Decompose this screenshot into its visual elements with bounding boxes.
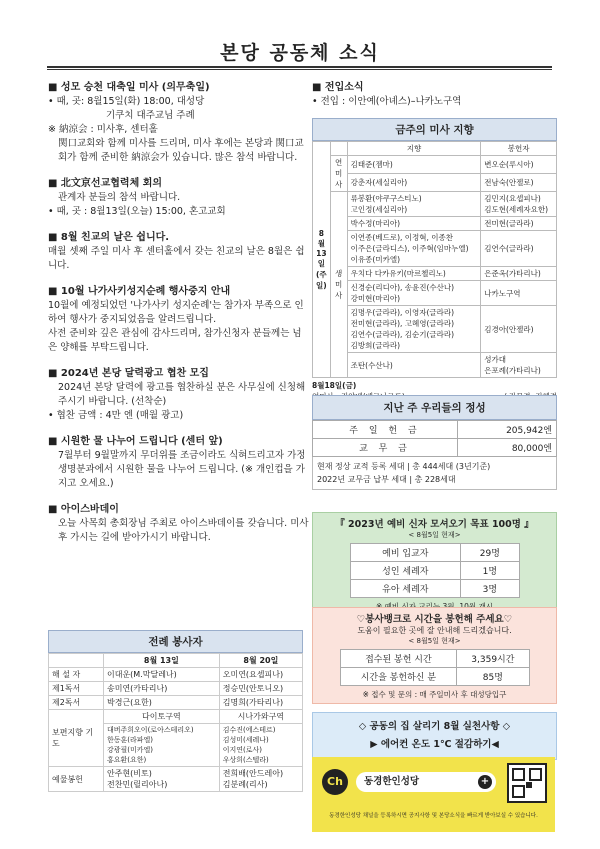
service-label: 접수된 봉헌 시간 — [340, 650, 457, 668]
service-value: 85명 — [457, 668, 529, 686]
notice-mission — [48, 174, 310, 219]
mass-donor: 은준옥(가타리나) — [481, 267, 557, 281]
mass-intention: 박수정(마리아) — [347, 217, 481, 231]
notice-heading: ■ 전입소식 — [312, 82, 364, 93]
channel-name: 동경한인성당 — [364, 776, 420, 787]
mass-donor: 전남숙(안젤로) — [481, 174, 557, 192]
earth-title: ◇ 공동의 집 살리기 8월 실천사항 ◇ — [358, 721, 511, 732]
notice-text: • 전입 : 이안예(아녜스)–나카노구역 — [312, 96, 462, 107]
mass-intention: 김명우(글라라), 이영자(글라라) 전미현(글라라), 고혜영(글라라) 김연수(글라라), 김순기(글라라) 김방희(글라라) — [347, 306, 481, 353]
vol-person: 대버주희오이(로아스테리오) 한동훈(라파엘) 강광필(미카엘) 홍요환(요한) — [104, 724, 220, 767]
notice-water — [48, 432, 310, 491]
notice-text: ※ 納涼会 : 미사후, 센터홀 — [48, 124, 158, 135]
mass-donor: 김연수(글라라) — [481, 231, 557, 267]
vol-district: 다이토구역 — [104, 710, 220, 724]
vol-date-1: 8월 13일 — [104, 654, 220, 668]
vol-person: 김수진(에스테르) 김성미(세레나) 이지연(로사) 우상희(스텔라) — [219, 724, 302, 767]
mass-intention: 이연종(베드로), 이정혁, 이종찬 이주은(글라디스), 이주혁(임마누엘) 이유종(미카엘) — [347, 231, 481, 267]
mass-donor: 김민지(요셉피나) 김도현(세례자요한) — [481, 192, 557, 217]
offering-label: 주 일 헌 금 — [313, 421, 458, 439]
mass-donor: 김경아(안젤라) — [481, 306, 557, 353]
kakao-channel-icon: Ch — [322, 769, 348, 795]
vol-person: 이대운(M.막달레나) — [104, 668, 220, 682]
offering-label: 교 무 금 — [313, 439, 458, 457]
mass-col-header: 지향 — [347, 142, 481, 156]
household-notes — [312, 457, 557, 490]
notice-heading: ■ 北文京선교협력체 회의 — [48, 178, 163, 189]
liturgy-volunteers — [48, 630, 303, 792]
left-column — [48, 78, 310, 554]
earth-care-box — [312, 712, 557, 760]
service-note: ※ 접수 및 문의 : 매 주일미사 후 대성당입구 — [362, 690, 507, 699]
notice-text: 7월부터 9월말까지 무더위를 조금이라도 식혀드리고자 가정생명분과에서 시원한 물을 나누어 드립니다. (※ 개인컵을 가지고 오세요.) — [58, 450, 306, 489]
notice-text: • 때, 곳 : 8월13일(오늘) 15:00, 혼고교회 — [48, 206, 226, 217]
offering-title: 지난 주 우리들의 정성 — [312, 395, 557, 420]
mass-intention: 신경순(리디아), 송윤진(수산나) 강미현(마리아) — [347, 281, 481, 306]
notice-text: • 협찬 금액 : 4만 엔 (매월 광고) — [48, 410, 184, 421]
service-bank-box — [312, 607, 557, 704]
goal-value: 3명 — [461, 580, 519, 598]
notice-pilgrimage — [48, 282, 310, 355]
mass-intention: 우치다 다카유키(마르첼리노) — [347, 267, 481, 281]
notice-icebar — [48, 500, 310, 545]
notice-text: 10월에 예정되었던 '나가사키 성지순례'는 참가자 부족으로 인하여 행사가 중지되었음을 알려드립니다. — [48, 300, 304, 325]
notice-calendar — [48, 364, 310, 423]
notice-heading: ■ 8월 친교의 날은 쉽니다. — [48, 232, 170, 243]
vol-date-2: 8월 20일 — [219, 654, 302, 668]
notice-text: • 때, 곳: 8월15일(화) 18:00, 대성당 — [48, 96, 205, 107]
vol-role: 제2독서 — [49, 696, 104, 710]
vol-person: 전희배(안드레아) 김분례(리사) — [219, 767, 302, 792]
title-underline-bottom — [47, 69, 552, 70]
offering-value: 205,942엔 — [457, 421, 556, 439]
title-underline-top — [47, 66, 552, 68]
notice-heading: ■ 아이스바데이 — [48, 504, 119, 515]
mass-date: 8월13일(주일) — [313, 142, 331, 378]
mass-donor: 성가대 은포례(가타리나) — [481, 353, 557, 378]
vol-person: 송미연(카타리나) — [104, 682, 220, 696]
vol-role: 제1독서 — [49, 682, 104, 696]
notice-text: 관계자 분들의 참석 바랍니다. — [58, 192, 181, 203]
channel-note: 동경한인성당 채널을 등록하시면 공지사항 및 본당소식을 빠르게 받아보실 수 있습니다. — [329, 813, 538, 819]
vol-district: 시나가와구역 — [219, 710, 302, 724]
vol-person: 안주현(비토) 전찬민(릴리아나) — [104, 767, 220, 792]
add-channel-icon[interactable]: + — [478, 775, 492, 789]
notice-text: 매월 셋째 주일 미사 후 센터홀에서 갖는 친교의 날은 8월은 쉽니다. — [48, 246, 305, 271]
next-mass-date: 8월18일(금) — [312, 381, 357, 390]
service-value: 3,359시간 — [457, 650, 529, 668]
qr-code-icon — [507, 763, 547, 803]
service-label: 시간을 봉헌하신 분 — [340, 668, 457, 686]
vol-person: 김명희(가타리나) — [219, 696, 302, 710]
notice-heading: ■ 10월 나가사키성지순례 행사중지 안내 — [48, 286, 231, 297]
mass-intention: 류봉환(야쿠구스티노) 고인정(세실리아) — [347, 192, 481, 217]
goal-label: 예비 입교자 — [350, 544, 461, 562]
offering-box — [312, 395, 557, 490]
household-note: 현재 정상 교적 등록 세대 | 총 444세대 (3년기준) — [317, 462, 491, 471]
mass-intention: 김태준(젬마) — [347, 156, 481, 174]
household-note: 2022년 교무금 납부 세대 | 총 228세대 — [317, 475, 456, 484]
vol-role: 보편지향 기 도 — [49, 710, 104, 767]
goal-label: 유아 세례자 — [350, 580, 461, 598]
mass-intention-table — [312, 141, 557, 378]
goal-value: 29명 — [461, 544, 519, 562]
channel-name-pill — [356, 772, 496, 792]
vol-person: 오미연(요셉피나) — [219, 668, 302, 682]
offering-value: 80,000엔 — [457, 439, 556, 457]
service-title: ♡봉사뱅크로 시간을 봉헌해 주세요♡ — [356, 614, 513, 625]
goal-date: < 8월5일 현재> — [408, 531, 461, 539]
goal-value: 1명 — [461, 562, 519, 580]
mass-donor: 변오순(루시아) — [481, 156, 557, 174]
vol-person: 박경근(요한) — [104, 696, 220, 710]
notice-fellowship — [48, 228, 310, 273]
service-sub: 도움이 필요한 곳에 잘 안내해 드리겠습니다. — [357, 626, 512, 635]
catechumen-goal-box — [312, 512, 557, 616]
mass-group: 생미사 — [330, 192, 347, 378]
mass-intention: 조탄(수산나) — [347, 353, 481, 378]
notice-text: 関口교회와 함께 미사를 드리며, 미사 후에는 본당과 関口교회가 함께 준비한 納涼会가 있습니다. 많은 참석 바랍니다. — [58, 138, 304, 163]
mass-intention: 강춘자(세실리아) — [347, 174, 481, 192]
goal-label: 성인 세례자 — [350, 562, 461, 580]
notice-text: 사전 준비와 깊은 관심에 감사드리며, 참가신청자 분들께는 넘은 양해를 부탁드립니다. — [48, 328, 302, 353]
page-title: 본당 공동체 소식 — [220, 42, 380, 64]
notice-assumption — [48, 78, 310, 165]
mass-donor: 전미현(글라라) — [481, 217, 557, 231]
mass-group: 연미사 — [330, 156, 347, 192]
notice-heading: ■ 시원한 물 나누어 드립니다 (센터 앞) — [48, 436, 223, 447]
notice-text: 오늘 사목회 총회장님 주최로 아이스바데이를 갖습니다. 미사 후 가시는 길에 받아가시기 바랍니다. — [58, 518, 309, 543]
vol-person: 정승민(안토니오) — [219, 682, 302, 696]
right-column — [312, 78, 557, 402]
mass-intention-title: 금주의 미사 지향 — [312, 118, 557, 141]
notice-text: 2024년 본당 달력에 광고를 협찬하실 분은 사무실에 신청해 주시기 바랍니다. (선착순) — [58, 382, 306, 407]
earth-action: ▶ 에어컨 온도 1℃ 절감하기◀ — [370, 739, 499, 750]
volunteers-title: 전례 봉사자 — [48, 630, 303, 653]
notice-text: 기쿠치 대주교님 주례 — [106, 110, 195, 121]
vol-role: 예물봉헌 — [49, 767, 104, 792]
notice-transfer — [312, 78, 557, 109]
goal-title: 『 2023년 예비 신자 모셔오기 목표 100명 』 — [335, 519, 534, 530]
notice-heading: ■ 성모 승천 대축일 미사 (의무축일) — [48, 82, 210, 93]
kakao-channel-banner[interactable] — [312, 757, 555, 832]
vol-role: 해 설 자 — [49, 668, 104, 682]
mass-donor: 나카노구역 — [481, 281, 557, 306]
service-date: < 8월5일 현재> — [408, 637, 461, 645]
mass-col-header: 봉헌자 — [481, 142, 557, 156]
notice-heading: ■ 2024년 본당 달력광고 협찬 모집 — [48, 368, 209, 379]
